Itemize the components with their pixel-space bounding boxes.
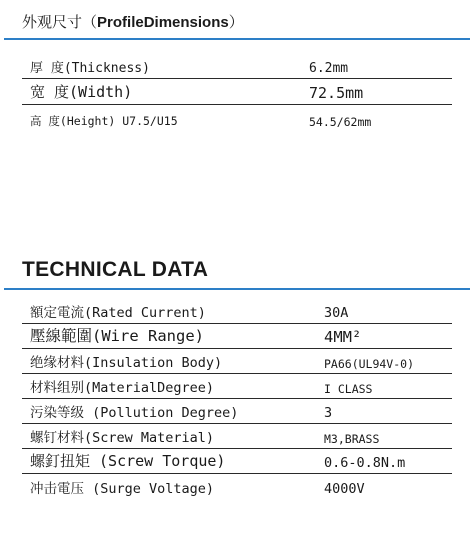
row-label: 绝缘材料(Insulation Body) (30, 355, 223, 371)
row-value: 54.5/62mm (309, 115, 372, 129)
row-value: 72.5mm (309, 84, 364, 102)
row-label: 污染等级 (Pollution Degree) (30, 405, 239, 421)
technical-data-table (22, 299, 452, 499)
profile-dimensions-title-cn: 外观尺寸 (22, 14, 83, 31)
table-row (22, 105, 452, 133)
row-label: 高 度(Height) U7.5/U15 (30, 114, 178, 128)
row-label: 材料组别(MaterialDegree) (30, 380, 215, 396)
row-value: 6.2mm (309, 61, 349, 76)
profile-dimensions-title-en: ProfileDimensions (97, 14, 229, 31)
table-row (22, 52, 452, 79)
row-label: 螺钉材料(Screw Material) (30, 430, 215, 446)
row-label: 螺釘扭矩 (Screw Torque) (30, 452, 226, 470)
profile-dimensions-table (22, 52, 452, 133)
table-row (22, 324, 452, 349)
profile-dimensions-title: 外观尺寸（ProfileDimensions） (22, 14, 244, 31)
row-value: 30A (324, 305, 349, 321)
section-divider-dimensions (4, 38, 470, 40)
row-value: 4000V (324, 481, 365, 497)
row-value: 0.6-0.8N.m (324, 455, 406, 471)
table-row (22, 374, 452, 399)
table-row (22, 399, 452, 424)
table-row (22, 299, 452, 324)
row-value: PA66(UL94V-0) (324, 357, 415, 371)
table-row (22, 79, 452, 105)
row-value: 4MM² (324, 328, 362, 346)
row-label: 額定電流(Rated Current) (30, 305, 206, 321)
row-label: 厚 度(Thickness) (30, 61, 150, 76)
row-value: 3 (324, 405, 333, 421)
table-row (22, 474, 452, 499)
row-label: 冲击電压 (Surge Voltage) (30, 481, 215, 497)
row-value: I CLASS (324, 382, 373, 396)
row-value: M3,BRASS (324, 432, 380, 446)
table-row (22, 449, 452, 474)
section-divider-technical (4, 288, 470, 290)
table-row (22, 424, 452, 449)
row-label: 宽 度(Width) (30, 83, 133, 101)
technical-data-title: TECHNICAL DATA (22, 258, 209, 281)
row-label: 壓線範圍(Wire Range) (30, 327, 204, 345)
table-row (22, 349, 452, 374)
